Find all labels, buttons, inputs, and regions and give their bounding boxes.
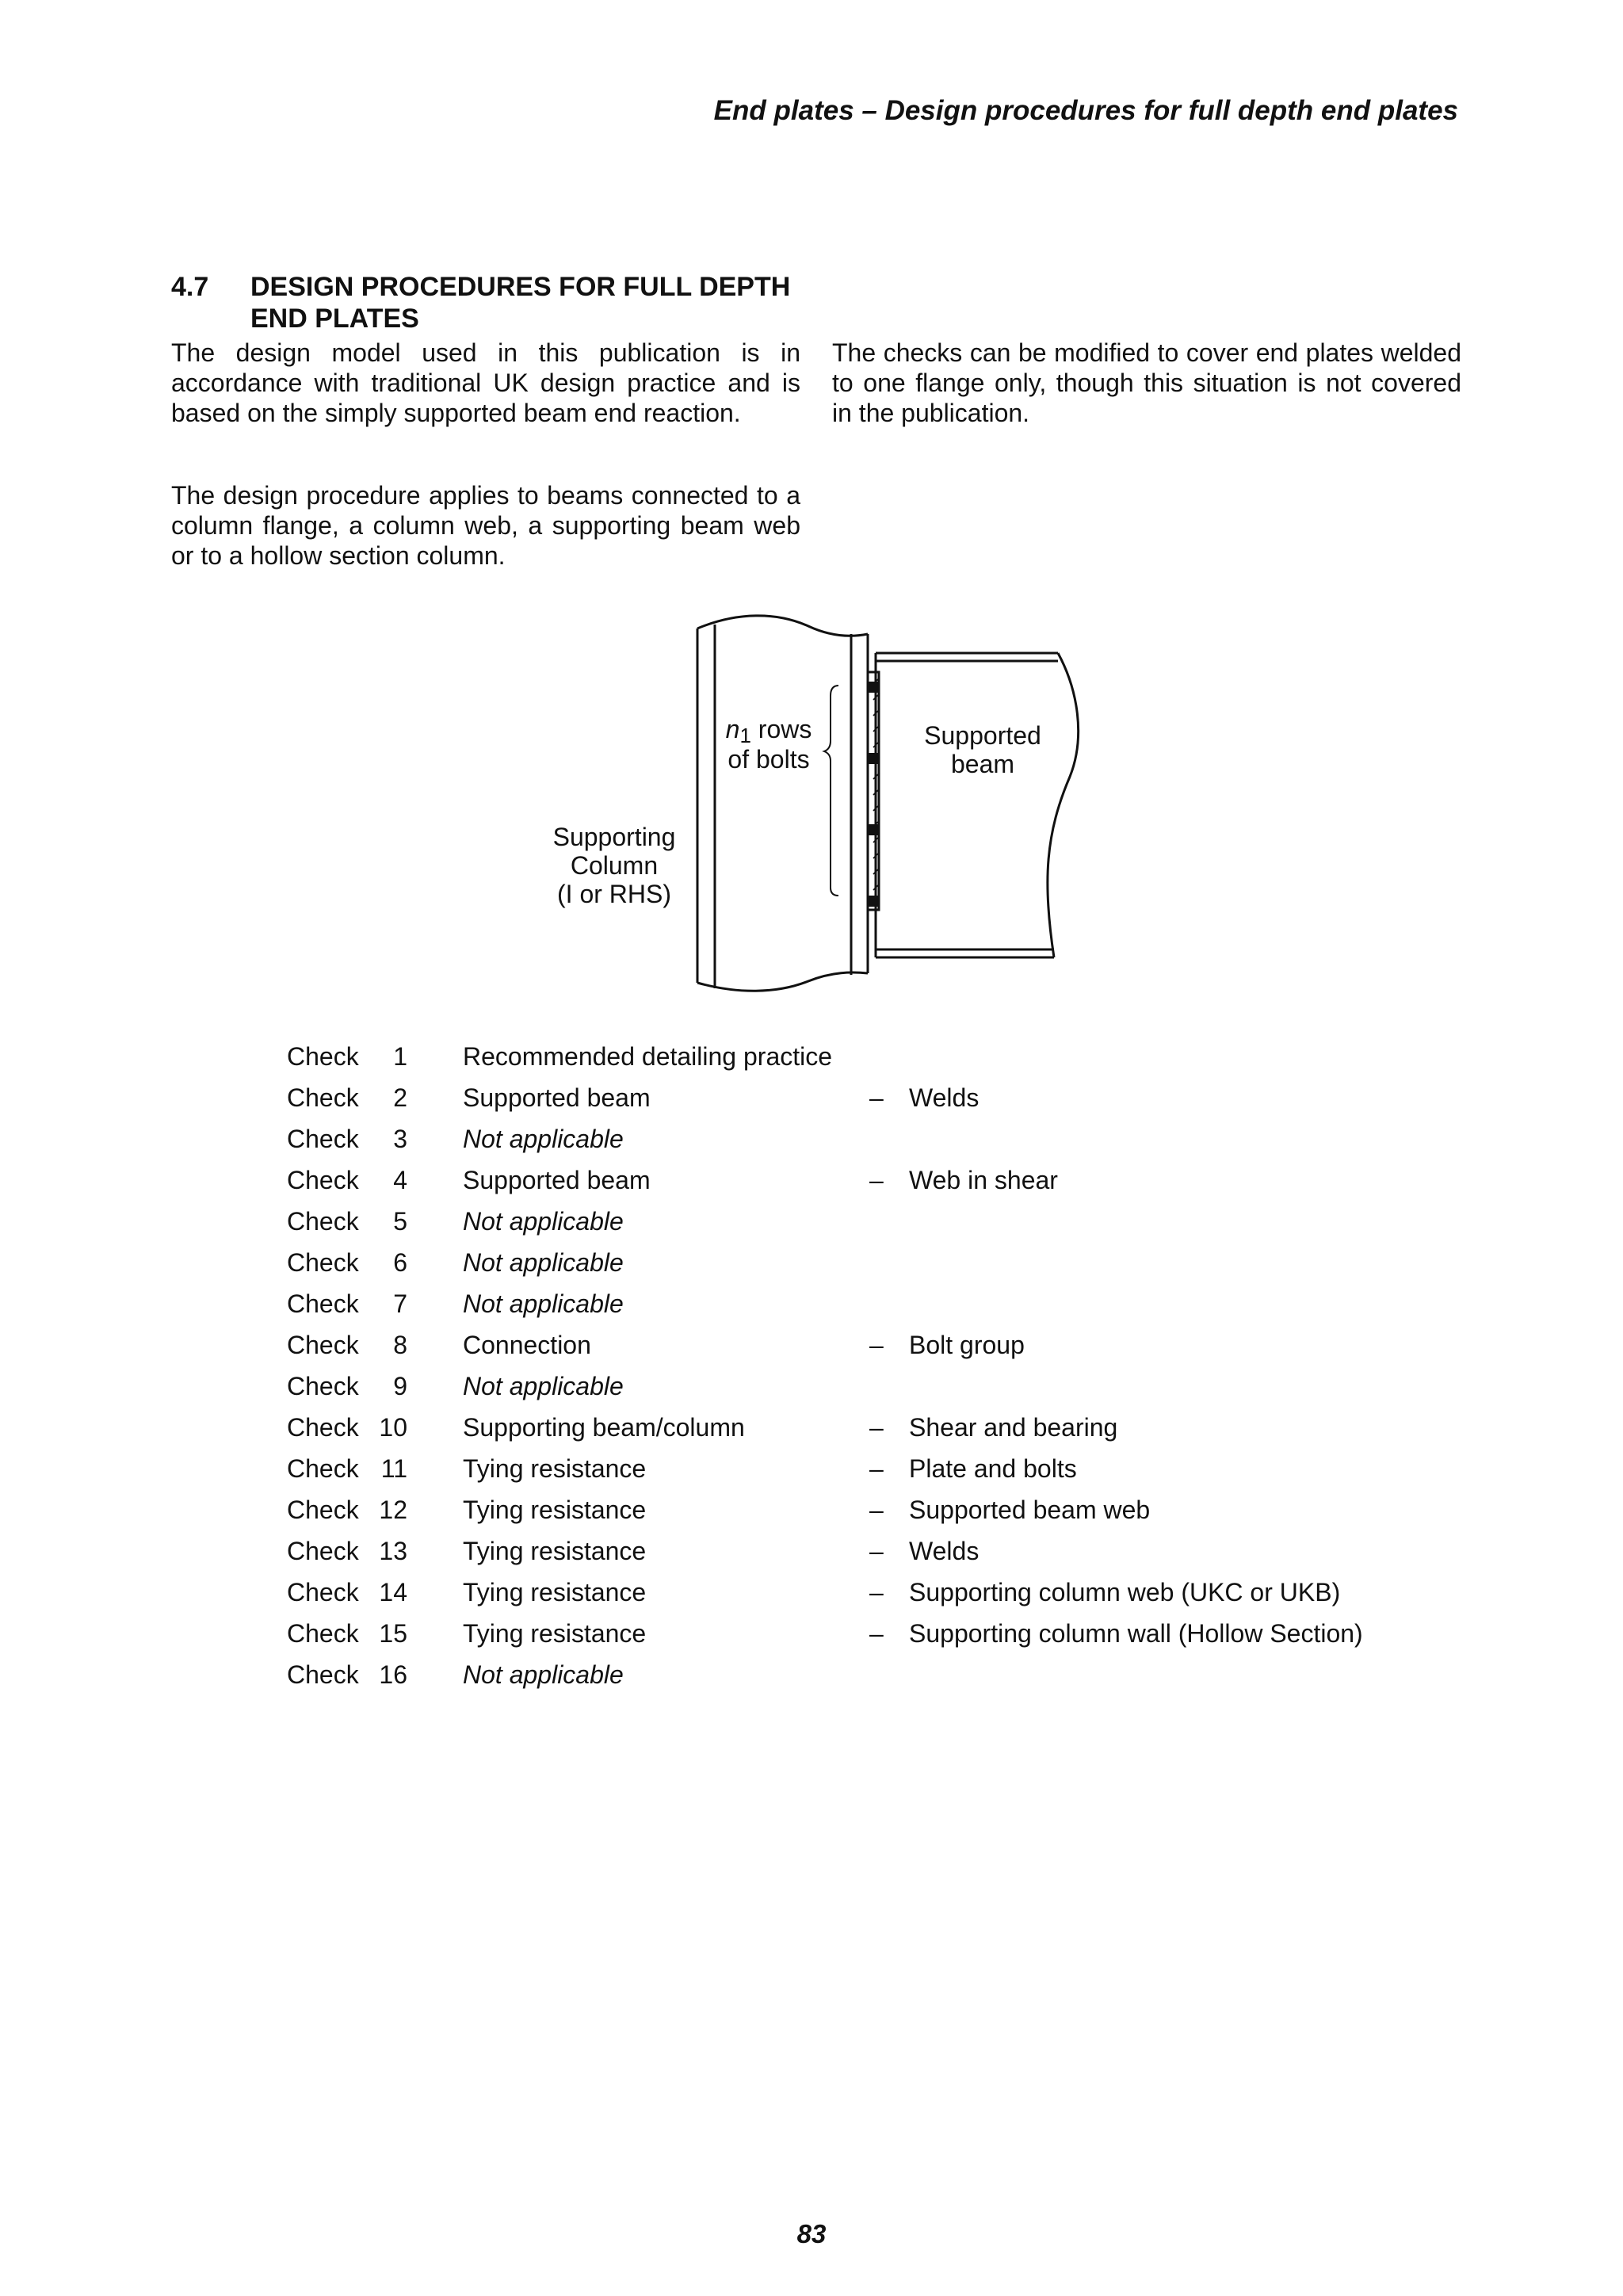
check-number: 13 (379, 1537, 407, 1565)
section-title: DESIGN PROCEDURES FOR FULL DEPTH END PLATES (250, 272, 791, 334)
bolt-1 (869, 682, 878, 693)
check-row (287, 1324, 1476, 1366)
check-word: Check (287, 1289, 359, 1318)
check-number: 2 (393, 1083, 407, 1112)
check-description: Not applicable (463, 1207, 624, 1236)
bolt-4 (869, 896, 878, 907)
check-word: Check (287, 1496, 359, 1524)
end-plate-figure (539, 602, 1109, 1014)
check-dash: – (869, 1496, 884, 1524)
check-row (287, 1077, 1476, 1118)
check-description: Tying resistance (463, 1537, 647, 1565)
check-number: 11 (380, 1454, 407, 1483)
check-row (287, 1159, 1476, 1201)
check-word: Check (287, 1083, 359, 1112)
check-word: Check (287, 1331, 359, 1359)
check-number: 4 (393, 1166, 407, 1194)
check-row (287, 1654, 1476, 1695)
check-detail: Plate and bolts (909, 1454, 1077, 1483)
check-word: Check (287, 1537, 359, 1565)
rows-variable: n (725, 715, 740, 743)
check-number: 8 (393, 1331, 407, 1359)
check-row (287, 1489, 1476, 1530)
check-number: 5 (393, 1207, 407, 1236)
check-number: 14 (379, 1578, 407, 1606)
rows-line-2: of bolts (727, 745, 810, 774)
rows-word: rows (758, 715, 812, 743)
check-dash: – (869, 1166, 884, 1194)
check-number: 16 (379, 1660, 407, 1689)
check-word: Check (287, 1248, 359, 1277)
check-dash: – (869, 1454, 884, 1483)
rows-brace (824, 686, 838, 896)
check-description: Supporting beam/column (463, 1413, 745, 1442)
check-detail: Shear and bearing (909, 1413, 1118, 1442)
column-label-line-1: Supporting (552, 823, 676, 851)
beam-label-line-1: Supported (924, 721, 1041, 750)
paragraph-checks-modified: The checks can be modified to cover end plates welded to one flange only, though this situation is not covered in the publication. (832, 338, 1461, 427)
check-word: Check (287, 1413, 359, 1442)
check-dash: – (869, 1619, 884, 1648)
check-word: Check (287, 1454, 359, 1483)
paragraph-design-model: The design model used in this publication is in accordance with traditional UK design practice and is based on the simply supported beam end reaction. (171, 338, 800, 427)
check-row (287, 1283, 1476, 1324)
check-description: Supported beam (463, 1083, 651, 1112)
check-number: 12 (379, 1496, 407, 1524)
beam-label-line-2: beam (950, 750, 1015, 778)
check-number: 15 (379, 1619, 407, 1648)
check-row (287, 1613, 1476, 1654)
check-number: 9 (393, 1372, 407, 1400)
check-description: Not applicable (463, 1289, 624, 1318)
bolt-3 (869, 824, 878, 835)
check-number: 1 (393, 1042, 407, 1071)
check-description: Not applicable (463, 1125, 624, 1153)
check-description: Not applicable (463, 1660, 624, 1689)
column-label-line-2: Column (570, 851, 659, 880)
check-dash: – (869, 1537, 884, 1565)
bolt-2 (869, 753, 878, 764)
check-row (287, 1201, 1476, 1242)
check-dash: – (869, 1578, 884, 1606)
check-description: Connection (463, 1331, 591, 1359)
check-word: Check (287, 1372, 359, 1400)
check-dash: – (869, 1331, 884, 1359)
check-word: Check (287, 1578, 359, 1606)
check-row (287, 1242, 1476, 1283)
column-label-line-3: (I or RHS) (557, 880, 671, 908)
column-bottom-break (697, 972, 868, 991)
check-description: Tying resistance (463, 1496, 647, 1524)
check-description: Not applicable (463, 1372, 624, 1400)
check-description: Supported beam (463, 1166, 651, 1194)
check-number: 3 (393, 1125, 407, 1153)
check-description: Tying resistance (463, 1454, 647, 1483)
supporting-column-label (539, 823, 689, 908)
check-description: Not applicable (463, 1248, 624, 1277)
check-dash: – (869, 1083, 884, 1112)
check-row (287, 1036, 1476, 1077)
check-row (287, 1407, 1476, 1448)
check-row (287, 1118, 1476, 1159)
check-detail: Bolt group (909, 1331, 1025, 1359)
check-detail: Welds (909, 1083, 980, 1112)
check-word: Check (287, 1660, 359, 1689)
check-detail: Supporting column web (UKC or UKB) (909, 1578, 1341, 1606)
check-description: Tying resistance (463, 1578, 647, 1606)
check-word: Check (287, 1042, 359, 1071)
connection-diagram (539, 602, 1109, 1014)
check-row (287, 1366, 1476, 1407)
check-word: Check (287, 1166, 359, 1194)
check-number: 10 (379, 1413, 407, 1442)
check-detail: Web in shear (909, 1166, 1058, 1194)
check-word: Check (287, 1619, 359, 1648)
check-description: Tying resistance (463, 1619, 647, 1648)
bolt-rows-label (713, 715, 824, 774)
check-row (287, 1530, 1476, 1572)
check-word: Check (287, 1125, 359, 1153)
check-description: Recommended detailing practice (463, 1042, 833, 1071)
section-number: 4.7 (171, 272, 209, 302)
supported-beam-label (911, 721, 1054, 778)
check-detail: Supporting column wall (Hollow Section) (909, 1619, 1363, 1648)
check-number: 7 (393, 1289, 407, 1318)
running-header: End plates – Design procedures for full depth end plates (713, 95, 1458, 126)
check-detail: Welds (909, 1537, 980, 1565)
check-row (287, 1572, 1476, 1613)
column-top-break (697, 616, 868, 636)
beam-break-line (1048, 653, 1079, 957)
check-number: 6 (393, 1248, 407, 1277)
check-detail: Supported beam web (909, 1496, 1151, 1524)
page-number: 83 (796, 2219, 827, 2248)
check-row (287, 1448, 1476, 1489)
rows-subscript: 1 (739, 724, 751, 747)
paragraph-design-procedure: The design procedure applies to beams connected to a column flange, a column web, a supporting beam web or to a hollow section column. (171, 481, 800, 570)
check-dash: – (869, 1413, 884, 1442)
check-word: Check (287, 1207, 359, 1236)
checks-list (287, 1036, 1476, 1695)
